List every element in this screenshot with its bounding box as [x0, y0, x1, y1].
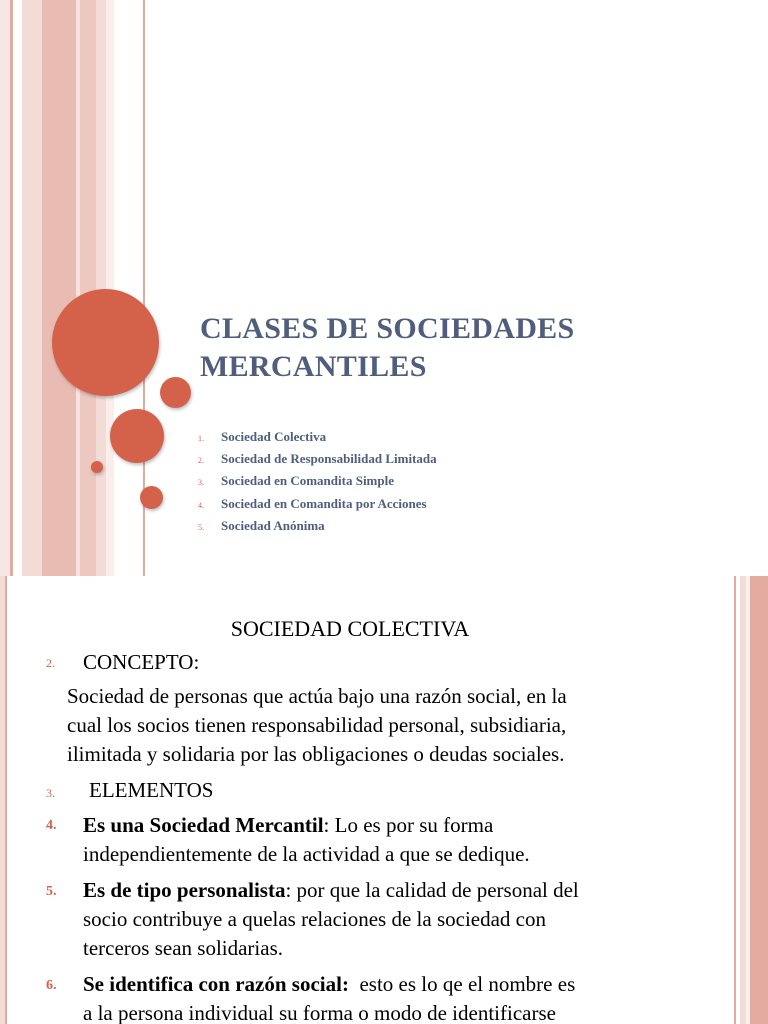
- text-line: a la persona individual su forma o modo de identificarse: [83, 1001, 556, 1024]
- list-label: Sociedad Anónima: [221, 517, 325, 533]
- list-number: 3.: [46, 786, 55, 800]
- title-line: CLASES DE SOCIEDADES: [200, 312, 575, 345]
- list-item: [198, 493, 437, 515]
- elemento-term: Es una Sociedad Mercantil: [83, 813, 324, 837]
- slide-2: [0, 576, 768, 1024]
- list-number: 1.: [198, 434, 204, 444]
- slide-title: [200, 310, 740, 386]
- decor-stripe: [734, 576, 736, 1024]
- slide-title: SOCIEDAD COLECTIVA: [230, 616, 470, 641]
- text-line: [83, 970, 575, 999]
- decor-stripe: [0, 0, 10, 576]
- list-item: [198, 426, 437, 448]
- elementos-heading: ELEMENTOS: [89, 778, 214, 802]
- text-line: [83, 876, 579, 905]
- decor-stripe: [96, 0, 106, 576]
- text-line: socio contribuye a quelas relaciones de la sociedad con: [83, 907, 546, 931]
- list-label: Sociedad en Comandita Simple: [221, 473, 394, 489]
- decor-stripe: [750, 576, 768, 1024]
- text-line: Sociedad de personas que actúa bajo una razón social, en la: [67, 684, 567, 708]
- elemento-text: : por que la calidad de personal del: [285, 878, 579, 902]
- list-label: Sociedad Colectiva: [221, 429, 327, 445]
- text-line: ilimitada y solidaria por las obligaciones o deudas sociales.: [67, 742, 565, 766]
- elemento-text: : Lo es por su forma: [323, 813, 494, 837]
- decor-circle-small: [160, 377, 191, 408]
- decor-stripe: [22, 0, 42, 576]
- elemento-item: [83, 876, 579, 963]
- list-number: 6.: [46, 978, 57, 993]
- text-line: cual los socios tienen responsabilidad personal, subsidiaria,: [67, 713, 567, 737]
- decor-circle-large: [52, 289, 159, 396]
- list-number: 2.: [46, 656, 55, 670]
- list-number: 5.: [46, 884, 57, 899]
- decor-circle-small: [140, 486, 163, 509]
- elemento-term: Es de tipo personalista: [83, 878, 286, 902]
- elemento-term: Se identifica con razón social:: [83, 972, 349, 996]
- decor-stripe: [80, 0, 96, 576]
- decor-stripe: [5, 576, 7, 1024]
- decor-circle-tiny: [91, 461, 103, 473]
- concepto-paragraph: [67, 682, 567, 769]
- decor-stripe: [106, 0, 114, 576]
- text-line: independientemente de la actividad a que se dedique.: [83, 842, 530, 866]
- decor-circle-medium: [110, 409, 164, 463]
- decor-stripe: [42, 0, 76, 576]
- list-item: [198, 470, 437, 492]
- concepto-heading: CONCEPTO:: [83, 650, 200, 674]
- list-item: [198, 515, 437, 537]
- list-number: 5.: [198, 522, 204, 532]
- list-label: Sociedad en Comandita por Acciones: [221, 495, 427, 511]
- elemento-item: [83, 970, 575, 1024]
- decor-stripe: [10, 0, 13, 576]
- list-number: 3.: [198, 478, 204, 488]
- elemento-text: esto es lo qe el nombre es: [348, 972, 576, 996]
- list-number: 2.: [198, 456, 204, 466]
- list-number: 4.: [198, 500, 204, 510]
- sociedades-list: [198, 426, 437, 537]
- title-line: MERCANTILES: [200, 350, 427, 383]
- text-line: terceros sean solidarias.: [83, 936, 284, 960]
- elemento-item: [83, 811, 530, 869]
- decor-stripe: [760, 0, 768, 576]
- list-number: 4.: [46, 818, 57, 833]
- list-item: [198, 448, 437, 470]
- text-line: [83, 811, 530, 840]
- list-label: Sociedad de Responsabilidad Limitada: [221, 451, 437, 467]
